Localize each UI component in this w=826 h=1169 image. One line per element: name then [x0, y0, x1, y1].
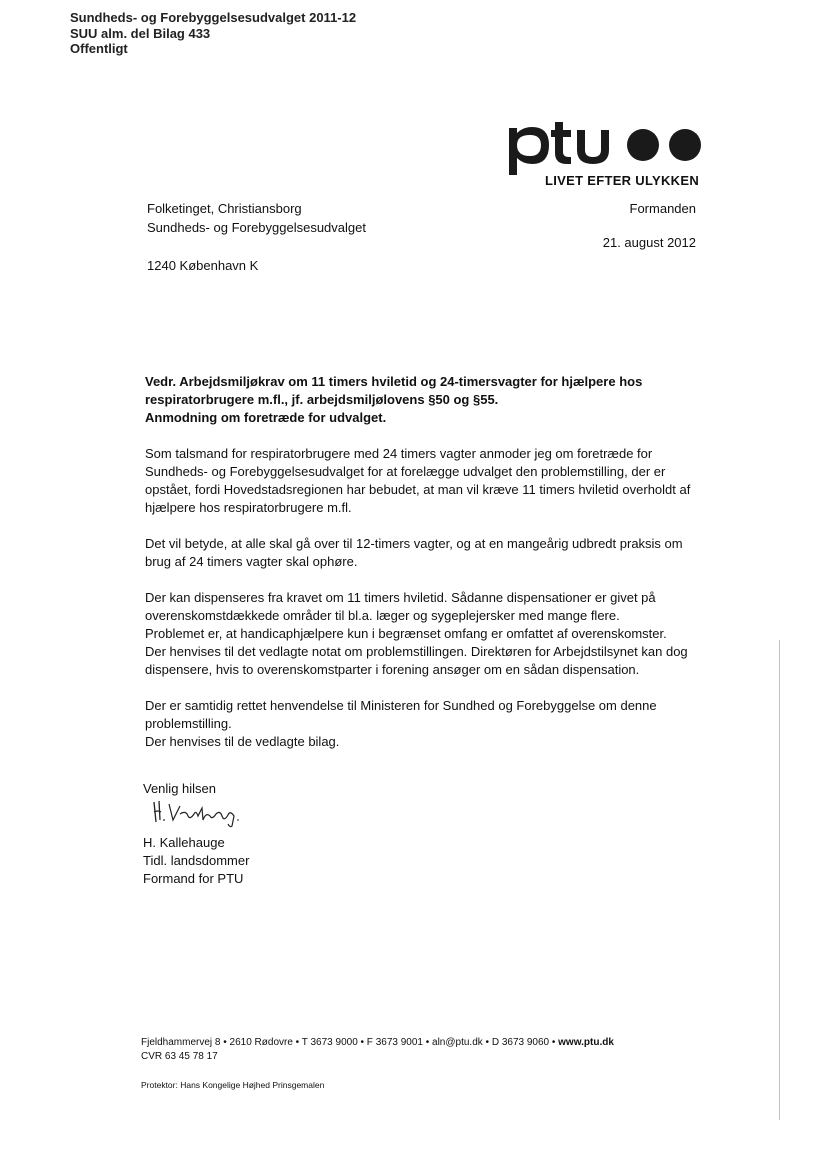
subject-line-2: Anmodning om foretræde for udvalget.: [145, 410, 387, 425]
footer-address: Fjeldhammervej 8 • 2610 Rødovre • T 3673 9000 • F 3673 9001 • aln@ptu.dk • D 3673 9060 •: [141, 1037, 556, 1048]
paragraph-6: Der er samtidig rettet henvendelse til Ministeren for Sundhed og Forebyggelse om denne problemstilling.: [145, 698, 657, 731]
paragraph-2: Det vil betyde, at alle skal gå over til 12-timers vagter, og at en mangeårig udbredt praksis om brug af 24 timers vagter skal ophøre.: [145, 536, 683, 569]
archive-stamp: [70, 10, 357, 56]
sender-role: Formanden: [629, 201, 696, 216]
recipient-line-3: 1240 København K: [147, 258, 259, 273]
logo-text: ptu: [505, 120, 507, 121]
stamp-line-1: SUU alm. del Bilag 433: [70, 26, 211, 41]
recipient-line-1: Folketinget, Christiansborg: [147, 201, 302, 216]
subject-block: [145, 373, 705, 427]
letter-footer: [141, 1036, 614, 1064]
paragraph-4: Problemet er, at handicaphjælpere kun i begrænset omfang er omfattet af overenskomster.: [145, 626, 667, 641]
signer-name: H. Kallehauge: [143, 835, 225, 850]
signer-title-1: Tidl. landsdommer: [143, 853, 250, 868]
handwritten-signature-icon: [150, 796, 250, 828]
recipient-line-2: Sundheds- og Forebyggelsesudvalget: [147, 220, 366, 235]
paragraph-6-block: [145, 697, 705, 751]
letter-body: [145, 373, 705, 769]
stamp-cut-line: Sundheds- og Forebyggelsesudvalget 2011-12: [70, 10, 357, 25]
footer-cvr: CVR 63 45 78 17: [141, 1051, 218, 1062]
footer-website-link[interactable]: www.ptu.dk: [558, 1037, 614, 1048]
footer-protector: Protektor: Hans Kongelige Højhed Prinsgemalen: [141, 1080, 325, 1090]
svg-text:H. Kallehauge: H. Kallehauge: [150, 796, 157, 797]
paragraph-3-block: [145, 589, 705, 679]
scan-edge-line: [779, 640, 780, 1120]
ptu-wordmark-icon: [505, 120, 705, 175]
ptu-logo: [505, 120, 705, 195]
paragraph-5: Der henvises til det vedlagte notat om problemstillingen. Direktøren for Arbejdstilsynet kan dog dispensere, hvis to overenskomstparter i forening ansøger om en sådan dispensation.: [145, 644, 688, 677]
paragraph-3: Der kan dispenseres fra kravet om 11 timers hviletid. Sådanne dispensationer er givet på overenskomstdækkede områder til bl.a. læger og sygeplejersker med mange flere.: [145, 590, 656, 623]
letter-date: 21. august 2012: [602, 235, 696, 250]
closing-greeting: Venlig hilsen: [143, 781, 216, 796]
paragraph-7: Der henvises til de vedlagte bilag.: [145, 734, 340, 749]
paragraph-1: Som talsmand for respiratorbrugere med 24 timers vagter anmoder jeg om foretræde for Sundheds- og Forebyggelsesudvalget for at forelægge udvalget den problemstilling, der er opstået, fordi Hovedstadsregionen har bebudet, at man vil kræve 11 timers hviletid overholdt af hjælpere hos respiratorbrugere m.fl.: [145, 446, 691, 515]
signer-title-2: Formand for PTU: [143, 871, 244, 886]
subject-line-1: Vedr. Arbejdsmiljøkrav om 11 timers hviletid og 24-timersvagter for hjælpere hos respiratorbrugere m.fl., jf. arbejdsmiljølovens §50 og §55.: [145, 374, 643, 407]
logo-tagline: LIVET EFTER ULYKKEN: [545, 173, 700, 188]
recipient-address: [147, 199, 366, 275]
footer-contact-line: [141, 1036, 614, 1050]
stamp-line-2: Offentligt: [70, 41, 128, 56]
